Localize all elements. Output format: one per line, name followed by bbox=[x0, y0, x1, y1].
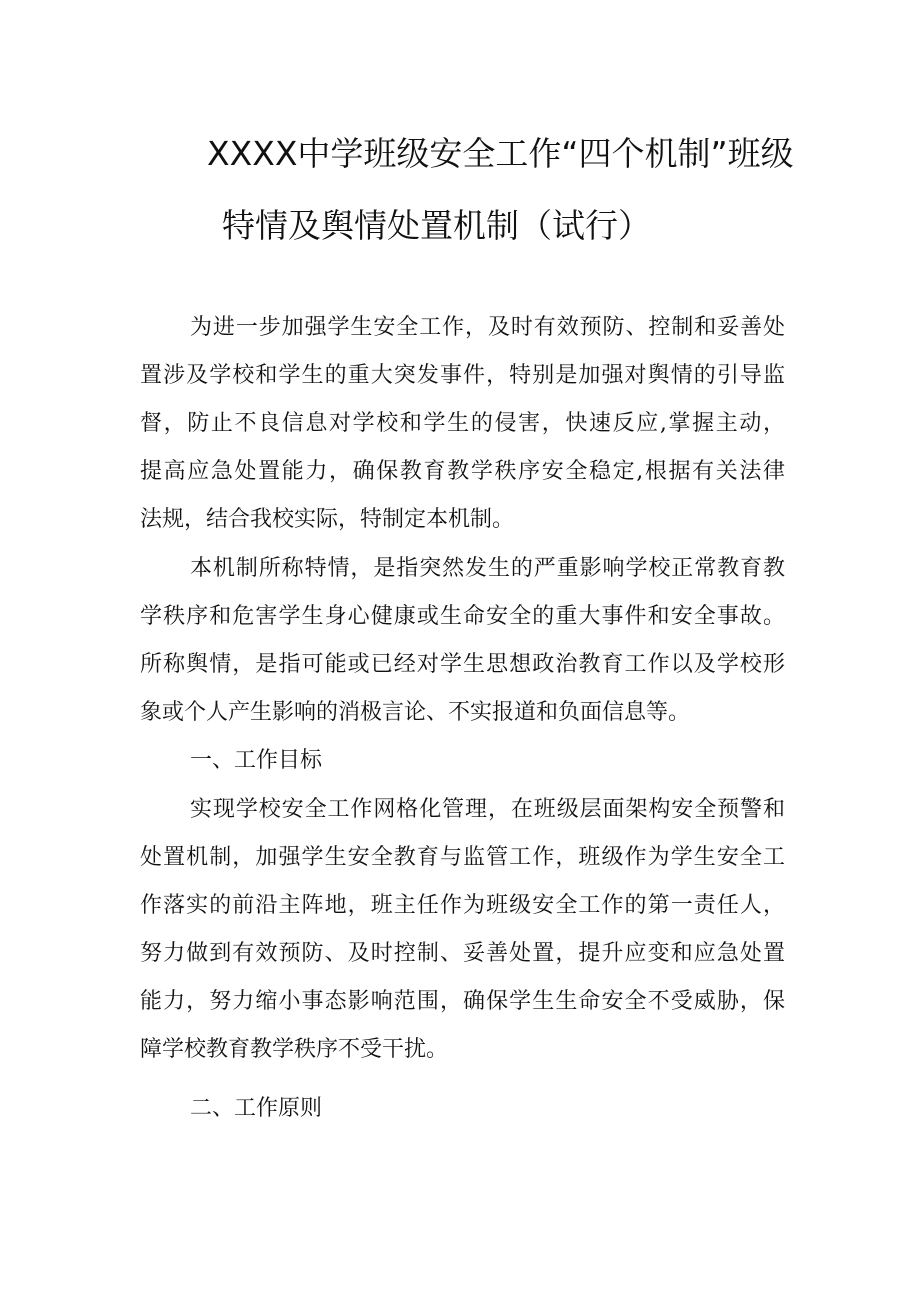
section-heading-goals: 一、工作目标 bbox=[190, 748, 323, 773]
paragraph-line: 作落实的前沿主阵地，班主任作为班级安全工作的第一责任人， bbox=[140, 893, 785, 918]
paragraph-line: 所称舆情，是指可能或已经对学生思想政治教育工作以及学校形 bbox=[140, 652, 785, 677]
paragraph-line: 本机制所称特情，是指突然发生的严重影响学校正常教育教 bbox=[190, 556, 785, 581]
paragraph-line: 障学校教育教学秩序不受干扰。 bbox=[140, 1037, 449, 1062]
paragraph-line: 学秩序和危害学生身心健康或生命安全的重大事件和安全事故。 bbox=[140, 604, 785, 629]
document-title-line-2: 特情及舆情处置机制（试行） bbox=[222, 206, 651, 245]
section-heading-principles: 二、工作原则 bbox=[190, 1096, 323, 1121]
paragraph-line: 为进一步加强学生安全工作，及时有效预防、控制和妥善处 bbox=[190, 315, 785, 340]
paragraph-line: 置涉及学校和学生的重大突发事件，特别是加强对舆情的引导监 bbox=[140, 363, 785, 388]
paragraph-line: 象或个人产生影响的消极言论、不实报道和负面信息等。 bbox=[140, 700, 691, 725]
paragraph-line: 实现学校安全工作网格化管理，在班级层面架构安全预警和 bbox=[190, 797, 785, 822]
document-title-line-1: XXXX中学班级安全工作“四个机制”班级 bbox=[207, 134, 794, 173]
paragraph-line: 处置机制，加强学生安全教育与监管工作，班级作为学生安全工 bbox=[140, 845, 785, 870]
paragraph-line: 督，防止不良信息对学校和学生的侵害，快速反应,掌握主动， bbox=[140, 411, 785, 436]
paragraph-line: 能力，努力缩小事态影响范围，确保学生生命安全不受威胁，保 bbox=[140, 989, 785, 1014]
paragraph-line: 法规，结合我校实际，特制定本机制。 bbox=[140, 507, 515, 532]
paragraph-line: 提高应急处置能力，确保教育教学秩序安全稳定,根据有关法律 bbox=[140, 459, 785, 484]
paragraph-line: 努力做到有效预防、及时控制、妥善处置，提升应变和应急处置 bbox=[140, 941, 785, 966]
